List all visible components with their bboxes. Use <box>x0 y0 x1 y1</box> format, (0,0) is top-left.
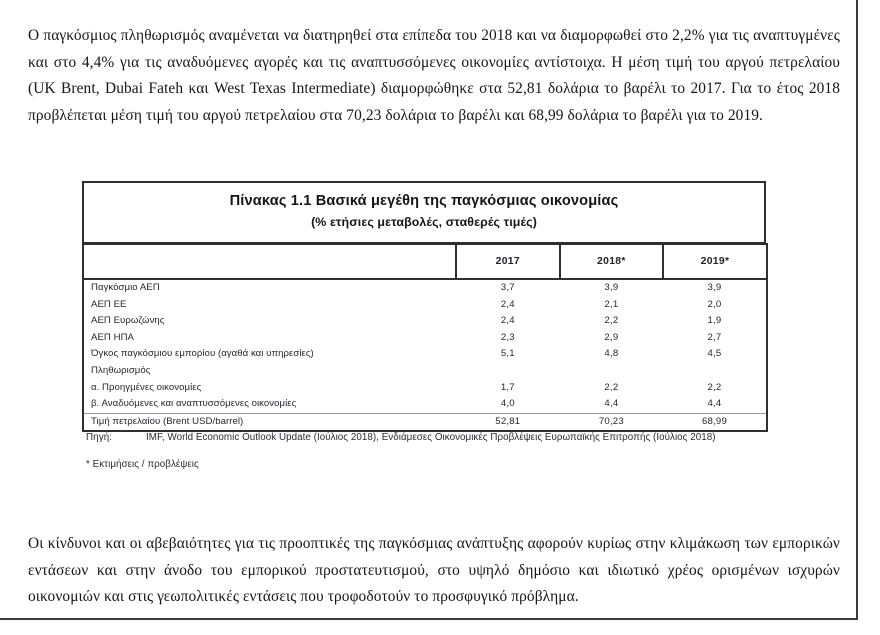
column-header-2019: 2019* <box>663 244 767 279</box>
row-label: α. Προηγμένες οικονομίες <box>83 380 456 397</box>
row-value-2017: 3,7 <box>456 279 560 297</box>
row-value-2018: 4,8 <box>560 346 664 363</box>
table-notes <box>86 430 786 472</box>
row-value-2019: 2,7 <box>663 330 767 347</box>
row-label: ΑΕΠ ΗΠΑ <box>83 330 456 347</box>
row-value-2019: 2,2 <box>663 380 767 397</box>
row-value-2018: 4,4 <box>560 396 664 413</box>
row-value-2019: 4,4 <box>663 396 767 413</box>
row-value-2018: 3,9 <box>560 279 664 297</box>
column-header-2017: 2017 <box>456 244 560 279</box>
row-value-2019: 68,99 <box>663 413 767 431</box>
row-label: Πληθωρισμός <box>83 363 456 380</box>
row-value-2018 <box>560 363 664 380</box>
row-value-2017 <box>456 363 560 380</box>
table-header-row <box>83 244 767 279</box>
table-body <box>83 279 767 431</box>
table-row <box>83 413 767 431</box>
table-row <box>83 346 767 363</box>
intro-paragraph: Ο παγκόσμιος πληθωρισμός αναμένεται να διατηρηθεί στα επίπεδα του 2018 και να διαμορφωθεί στο 2,2% για τις αναπτυγμένες και στο 4,4% για τις αναδυόμενες αγορές και τις αναπτυσσόμενες οικονομίες αντίστοιχα. Η μέση τιμή του αργού πετρελαίου (UK Brent, Dubai Fateh και West Texas Intermediate) διαμορφώθηκε στα 52,81 δολάρια το βαρέλι το 2017. Για το έτος 2018 προβλέπεται μέση τιμή του αργού πετρελαίου στα 70,23 δολάρια το βαρέλι και 68,99 δολάρια το βαρέλι για το 2019. <box>28 27 840 124</box>
table-title-primary: Πίνακας 1.1 Βασικά μεγέθη της παγκόσμιας οικονομίας <box>229 193 619 209</box>
table-section-row <box>83 363 767 380</box>
table-row <box>83 396 767 413</box>
table-grid <box>82 243 768 432</box>
table-row <box>83 313 767 330</box>
row-label: ΑΕΠ Ευρωζώνης <box>83 313 456 330</box>
table-row <box>83 380 767 397</box>
row-value-2018: 2,9 <box>560 330 664 347</box>
row-value-2019 <box>663 363 767 380</box>
row-value-2019: 1,9 <box>663 313 767 330</box>
row-value-2017: 52,81 <box>456 413 560 431</box>
row-value-2018: 2,1 <box>560 297 664 314</box>
row-value-2019: 4,5 <box>663 346 767 363</box>
table-row <box>83 297 767 314</box>
table-title-subtitle: (% ετήσιες μεταβολές, σταθερές τιμές) <box>311 215 537 229</box>
row-value-2017: 5,1 <box>456 346 560 363</box>
source-text: IMF, World Economic Outlook Update (Ιούλιος 2018), Ενδιάμεσες Οικονομικές Προβλέψεις Ευρωπαϊκής Επιτροπής (Ιούλιος 2018) <box>146 432 716 443</box>
row-label: Παγκόσμιο ΑΕΠ <box>83 279 456 297</box>
table-row <box>83 279 767 297</box>
row-value-2019: 3,9 <box>663 279 767 297</box>
row-value-2017: 4,0 <box>456 396 560 413</box>
row-label: ΑΕΠ ΕΕ <box>83 297 456 314</box>
row-value-2017: 2,4 <box>456 297 560 314</box>
row-value-2017: 2,3 <box>456 330 560 347</box>
column-header-label <box>83 244 456 279</box>
row-value-2017: 1,7 <box>456 380 560 397</box>
row-value-2019: 2,0 <box>663 297 767 314</box>
statistics-table <box>82 181 766 432</box>
row-value-2017: 2,4 <box>456 313 560 330</box>
column-header-2018: 2018* <box>560 244 664 279</box>
table-title-box <box>82 181 766 244</box>
risks-paragraph: Οι κίνδυνοι και οι αβεβαιότητες για τις προοπτικές της παγκόσμιας ανάπτυξης αφορούν κυρίως στην κλιμάκωση των εμπορικών εντάσεων και στην άνοδο του εμπορικού προστατευτισμού, στο υψηλό δημόσιο και ιδιωτικό χρέος ορισμένων ισχυρών οικονομιών και στις γεωπολιτικές εντάσεις που τροφοδοτούν το προσφυγικό πρόβλημα. <box>28 535 840 606</box>
row-label: Όγκος παγκόσμιου εμπορίου (αγαθά και υπηρεσίες) <box>83 346 456 363</box>
row-value-2018: 70,23 <box>560 413 664 431</box>
row-value-2018: 2,2 <box>560 380 664 397</box>
row-value-2018: 2,2 <box>560 313 664 330</box>
row-label: β. Αναδυόμενες και αναπτυσσόμενες οικονομίες <box>83 396 456 413</box>
source-label: Πηγή: <box>86 432 113 443</box>
source-note <box>86 430 786 445</box>
row-label: Τιμή πετρελαίου (Brent USD/barrel) <box>83 413 456 431</box>
footnote-estimates: * Εκτιμήσεις / προβλέψεις <box>86 459 199 470</box>
table-row <box>83 330 767 347</box>
